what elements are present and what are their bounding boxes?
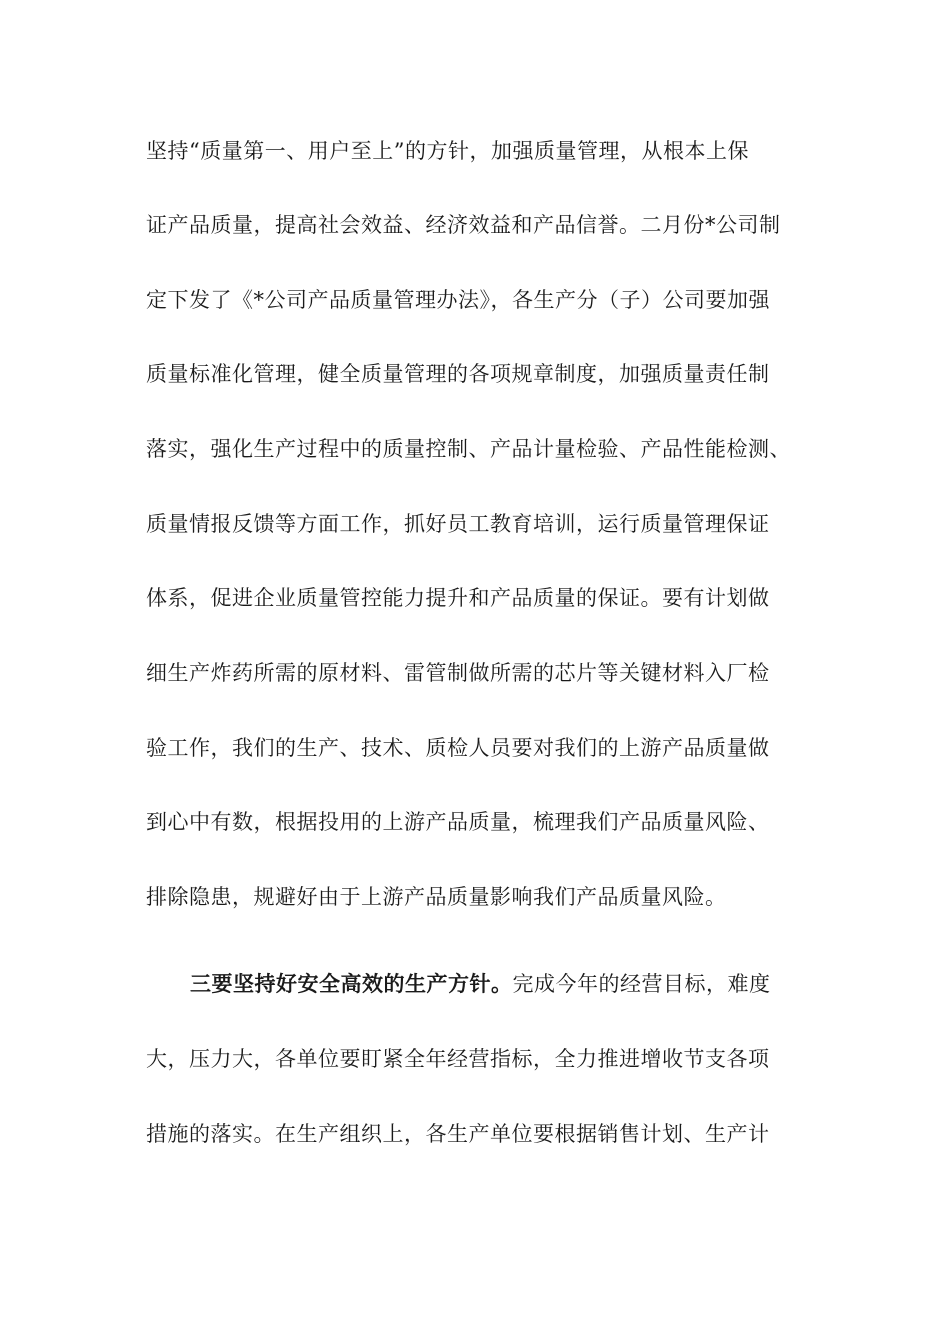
paragraph-line: 体系，促进企业质量管控能力提升和产品质量的保证。要有计划做 <box>146 586 770 610</box>
paragraph-line: 坚持“质量第一、用户至上”的方针，加强质量管理，从根本上保 <box>146 139 749 163</box>
paragraph-line: 排除隐患，规避好由于上游产品质量影响我们产品质量风险。 <box>146 885 727 909</box>
paragraph-line-rest: 完成今年的经营目标，难度 <box>512 972 771 996</box>
paragraph-line: 验工作，我们的生产、技术、质检人员要对我们的上游产品质量做 <box>146 736 770 760</box>
paragraph-line: 细生产炸药所需的原材料、雷管制做所需的芯片等关键材料入厂检 <box>146 661 770 685</box>
paragraph-first-line <box>190 970 771 998</box>
paragraph-line: 措施的落实。在生产组织上，各生产单位要根据销售计划、生产计 <box>146 1122 770 1146</box>
paragraph-line: 到心中有数，根据投用的上游产品质量，梳理我们产品质量风险、 <box>146 810 770 834</box>
paragraph-line: 定下发了《*公司产品质量管理办法》，各生产分（子）公司要加强 <box>146 288 770 312</box>
paragraph-line: 大，压力大，各单位要盯紧全年经营指标，全力推进增收节支各项 <box>146 1047 770 1071</box>
paragraph-line: 质量情报反馈等方面工作，抓好员工教育培训，运行质量管理保证 <box>146 512 770 536</box>
paragraph-line: 落实，强化生产过程中的质量控制、产品计量检验、产品性能检测、 <box>146 437 791 461</box>
paragraph-line: 质量标准化管理，健全质量管理的各项规章制度，加强质量责任制 <box>146 362 770 386</box>
paragraph-line: 证产品质量，提高社会效益、经济效益和产品信誉。二月份*公司制 <box>146 213 781 237</box>
paragraph-heading: 三要坚持好安全高效的生产方针。 <box>190 971 513 996</box>
